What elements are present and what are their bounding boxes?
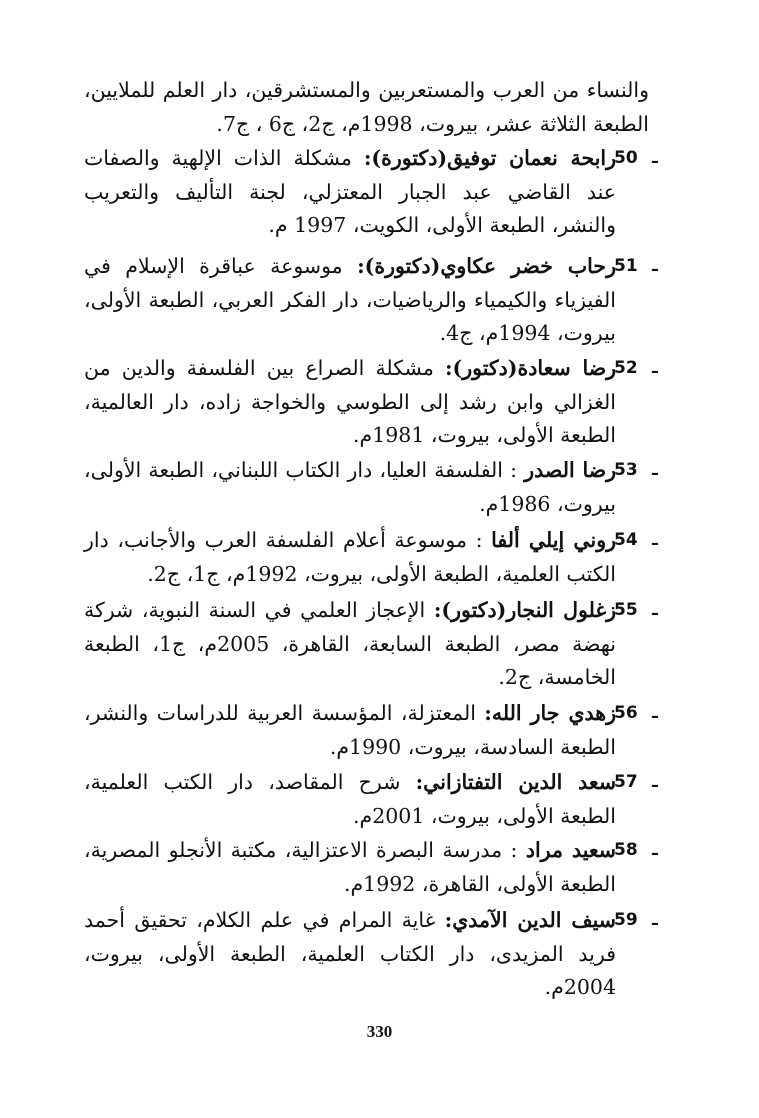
entry-number: 50 ـ (614, 148, 658, 168)
entry-text: مشكلة الذات الإلهية والصفات عند القاضي عبد الجبار المعتزلي، لجنة التأليف والتعريب والنشر، الطبعة الأولى، الكويت، 1997 م. (84, 146, 616, 237)
entry-body (84, 594, 616, 695)
entry-author: سعيد مراد (525, 838, 616, 862)
entry-body (84, 142, 616, 243)
entry-author: روني إيلي ألفا (491, 528, 616, 552)
bibliography-entry (84, 352, 684, 453)
bibliography-entry (84, 142, 684, 243)
entry-author: رضا سعادة(دكتور): (444, 356, 617, 380)
entry-number: 53 ـ (614, 460, 658, 480)
entry-author: رضا الصدر (524, 458, 616, 482)
entry-author: زهدي جار الله: (484, 701, 616, 725)
bibliography-entry (84, 454, 684, 521)
entry-number: 57 ـ (614, 772, 658, 792)
continuation-paragraph: والنساء من العرب والمستعربين والمستشرقين، دار العلم للملايين، الطبعة الثلاثة عشر، بيروت، 1998م، ج2، ج6 ، ج7. (84, 78, 649, 136)
entry-body (84, 250, 616, 351)
bibliography-entry (84, 766, 684, 833)
entry-text: : الفلسفة العليا، دار الكتاب اللبناني، الطبعة الأولى، بيروت، 1986م. (84, 458, 616, 516)
entry-author: زغلول النجار(دكتور): (433, 598, 616, 622)
entry-text: : مدرسة البصرة الاعتزالية، مكتبة الأنجلو المصرية، الطبعة الأولى، القاهرة، 1992م. (84, 838, 616, 896)
entry-number: 54 ـ (614, 530, 658, 550)
entry-body (84, 352, 616, 453)
entry-text: موسوعة عباقرة الإسلام في الفيزياء والكيمياء والرياضيات، دار الفكر العربي، الطبعة الأولى، بيروت، 1994م، ج4. (84, 254, 616, 345)
entry-body (84, 766, 616, 833)
entry-body (84, 454, 616, 521)
entry-body (84, 834, 616, 901)
bibliography-entry (84, 250, 684, 351)
entry-author: رابحة نعمان توفيق(دكتورة): (363, 146, 616, 170)
entry-number: 55 ـ (614, 600, 658, 620)
entry-text: المعتزلة، المؤسسة العربية للدراسات والنشر، الطبعة السادسة، بيروت، 1990م. (84, 701, 616, 759)
bibliography-entry (84, 904, 684, 1005)
bibliography-entry (84, 594, 684, 695)
entry-number: 52 ـ (614, 358, 658, 378)
bibliography-entry (84, 524, 684, 591)
entry-text: : موسوعة أعلام الفلسفة العرب والأجانب، دار الكتب العلمية، الطبعة الأولى، بيروت، 1992م، ج1، ج2. (84, 528, 616, 586)
bibliography-entry (84, 834, 684, 901)
entry-body (84, 904, 616, 1005)
entry-text: مشكلة الصراع بين الفلسفة والدين من الغزالي وابن رشد إلى الطوسي والخواجة زاده، دار العالمية، الطبعة الأولى، بيروت، 1981م. (84, 356, 616, 447)
page-number: 330 (366, 1022, 393, 1041)
entry-number: 59 ـ (614, 910, 658, 930)
entry-text: غاية المرام في علم الكلام، تحقيق أحمد فريد المزيدى، دار الكتاب العلمية، الطبعة الأولى، بيروت، 2004م. (84, 908, 616, 999)
entry-body (84, 697, 616, 764)
entry-number: 58 ـ (614, 840, 658, 860)
bibliography-entry (84, 697, 684, 764)
entry-number: 56 ـ (614, 703, 658, 723)
entry-author: سيف الدين الآمدي: (444, 908, 616, 932)
entry-author: رحاب خضر عكاوي(دكتورة): (357, 254, 617, 278)
entry-text: شرح المقاصد، دار الكتب العلمية، الطبعة الأولى، بيروت، 2001م. (84, 770, 616, 828)
entry-author: سعد الدين التفتازاني: (415, 770, 617, 794)
entry-number: 51 ـ (614, 256, 658, 276)
entry-body (84, 524, 616, 591)
entry-text: الإعجاز العلمي في السنة النبوية، شركة نهضة مصر، الطبعة السابعة، القاهرة، 2005م، ج1، الطبعة الخامسة، ج2. (84, 598, 616, 689)
